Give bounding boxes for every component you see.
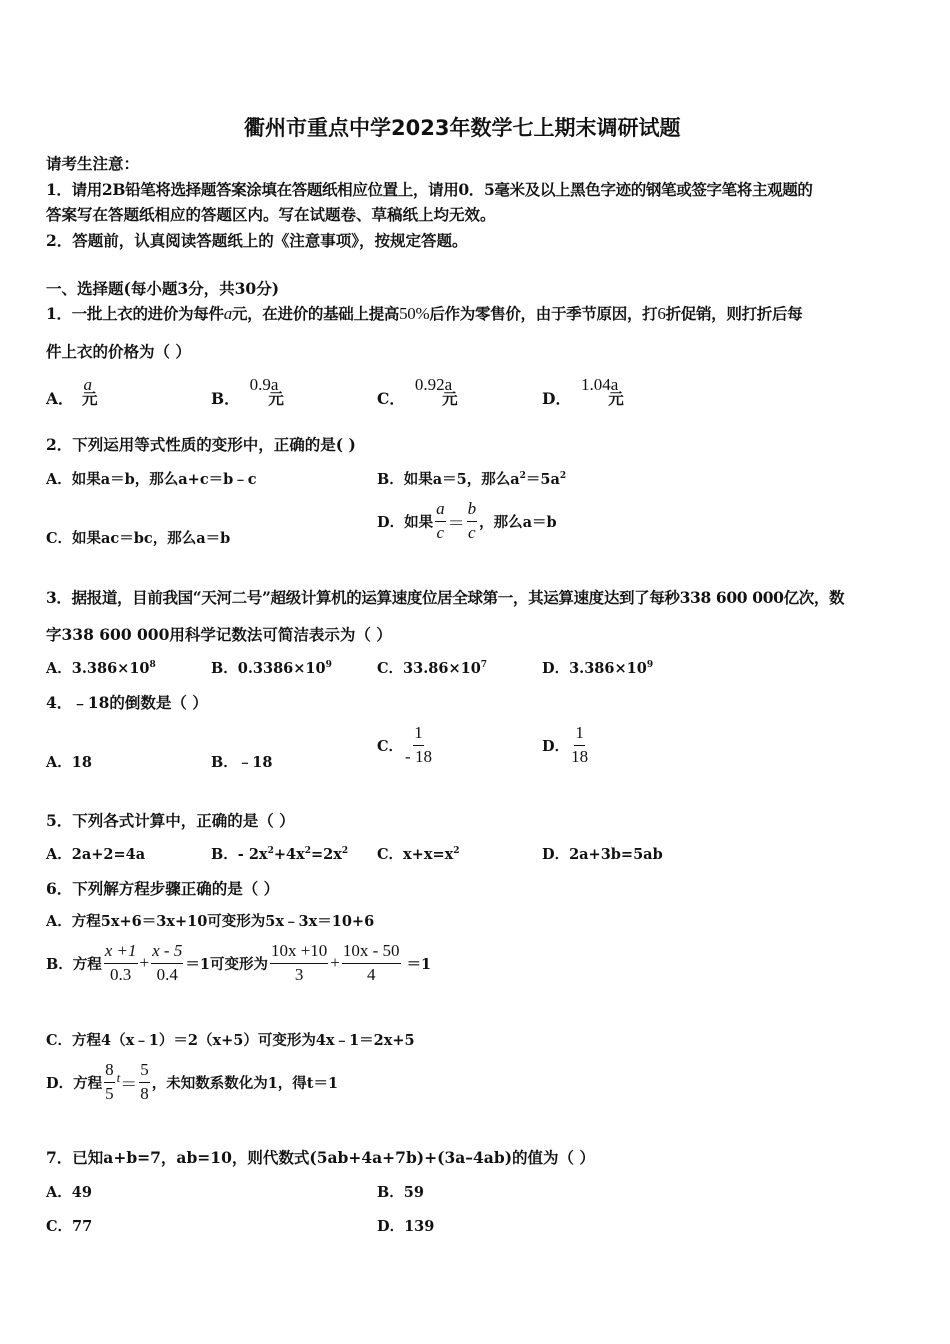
q6-b-frac1-num: x +1 — [104, 942, 138, 964]
q3-option-c[interactable] — [377, 657, 487, 678]
q6-option-d[interactable] — [46, 1061, 338, 1103]
q3-option-a[interactable] — [46, 657, 156, 678]
q6-d-equals: ＝ — [120, 1074, 138, 1094]
q3-option-a-exp: 8 — [149, 660, 156, 671]
q1-var-a: a — [223, 304, 232, 323]
q6-b-fraction-2 — [151, 942, 183, 984]
q6-b-middle-text: ＝1可变形为 — [185, 955, 268, 973]
page-title: 衢州市重点中学2023年数学七上期末调研试题 — [244, 116, 681, 140]
q3-option-b-label: B． — [211, 660, 238, 677]
q2-option-d-label: D．如果 — [377, 513, 434, 531]
q1-option-b-label: B． — [211, 389, 240, 408]
q7-option-c[interactable]: C．77 — [46, 1218, 93, 1235]
q1-option-b-expr: 0.9a — [249, 375, 279, 394]
q3-option-c-base: 33.86×10 — [403, 660, 481, 677]
q5-option-c-text: C．x+x=x — [377, 846, 454, 863]
q4-option-c[interactable] — [377, 724, 434, 766]
q1-option-d-unit: 元 — [608, 389, 624, 408]
q7-option-a[interactable]: A．49 — [46, 1184, 92, 1201]
q5-option-b-text-2: +4x — [273, 846, 305, 863]
q3-option-d-label: D． — [542, 660, 570, 677]
q5-option-c-sup: 2 — [453, 846, 460, 857]
q6-option-b[interactable] — [46, 942, 431, 984]
q1-stem-line1 — [46, 302, 802, 324]
q1-option-d-label: D． — [542, 389, 571, 408]
notice-line-1b: 答案写在答题纸相应的答题区内。写在试题卷、草稿纸上均无效。 — [46, 205, 496, 224]
q2-option-d-text: ，那么a＝b — [479, 513, 557, 531]
q1-option-a[interactable] — [46, 375, 98, 409]
q1-option-b[interactable] — [211, 375, 284, 409]
q3-option-a-base: 3.386×10 — [71, 660, 150, 677]
q1-text-1: 1．一批上衣的进价为每件 — [46, 304, 224, 323]
q5-option-b-text-3: =2x — [310, 846, 342, 863]
q2-option-c[interactable]: C．如果ac＝bc，那么a＝b — [46, 530, 231, 547]
q3-stem-line1: 3．据报道，目前我国“天河二号”超级计算机的运算速度位居全球第一，其运算速度达到了每秒338 600 000亿次，数 — [46, 588, 845, 607]
notice-line-2: 2．答题前，认真阅读答题纸上的《注意事项》，按规定答题。 — [46, 231, 468, 250]
q2-fraction-b-over-c — [467, 500, 478, 542]
q6-b-frac2-num: x - 5 — [151, 942, 183, 964]
q4-option-a[interactable]: A．18 — [46, 754, 92, 771]
q3-stem-line2: 字338 600 000用科学记数法可简洁表示为（ ） — [46, 625, 392, 644]
q6-d-frac2-num: 5 — [139, 1061, 150, 1083]
q1-option-c-unit: 元 — [442, 389, 458, 408]
q6-b-fraction-1 — [104, 942, 138, 984]
q3-option-d[interactable] — [542, 657, 653, 678]
q2-equals: ＝ — [447, 513, 465, 533]
q2-option-a[interactable]: A．如果a＝b，那么a+c＝b﹣c — [46, 471, 257, 488]
q2-option-d[interactable] — [377, 500, 557, 542]
q6-stem: 6．下列解方程步骤正确的是（ ） — [46, 879, 280, 898]
q6-b-frac4-den: 4 — [366, 964, 376, 984]
q6-option-d-label: D．方程 — [46, 1074, 103, 1092]
q4-option-c-label: C． — [377, 737, 404, 755]
q1-option-a-expr: a — [83, 375, 93, 394]
q4-option-b[interactable]: B．﹣18 — [211, 754, 273, 771]
notice-heading: 请考生注意： — [46, 154, 140, 173]
q6-option-b-label: B．方程 — [46, 955, 102, 973]
q1-option-c-label: C． — [377, 389, 405, 408]
q6-b-frac2-den: 0.4 — [156, 964, 178, 984]
q6-option-c[interactable]: C．方程4（x﹣1）＝2（x+5）可变形为4x﹣1＝2x+5 — [46, 1032, 415, 1049]
q6-b-fraction-4 — [342, 942, 401, 984]
q2-option-b-text-1: B．如果a＝5，那么a — [377, 471, 520, 488]
q6-d-fraction-1 — [104, 1061, 115, 1103]
q2-frac2-den: c — [468, 522, 476, 542]
notice-line-1a: 1．请用2B铅笔将选择题答案涂填在答题纸相应位置上，请用0．5毫米及以上黑色字迹的钢笔或签字笔将主观题的 — [46, 180, 813, 199]
q7-option-d[interactable]: D．139 — [377, 1218, 435, 1235]
q4-stem: 4．﹣18的倒数是（ ） — [46, 693, 208, 712]
q3-option-b-base: 0.3386×10 — [237, 660, 326, 677]
q1-text-2: 元，在进价的基础上提高 — [231, 304, 400, 323]
q1-text-4: 折促销，则打折后每 — [665, 304, 803, 323]
q1-option-c-expr: 0.92a — [414, 375, 453, 394]
q4-option-d-fraction — [571, 724, 588, 766]
q3-option-b-exp: 9 — [325, 660, 332, 671]
q3-option-c-label: C． — [377, 660, 404, 677]
q5-option-b-sup-1: 2 — [267, 846, 274, 857]
q7-option-b[interactable]: B．59 — [377, 1184, 424, 1201]
q2-frac2-num: b — [467, 500, 478, 522]
q2-option-b-sup-1: 2 — [519, 471, 526, 482]
q5-option-d[interactable]: D．2a+3b=5ab — [542, 846, 663, 863]
q6-b-frac3-den: 3 — [294, 964, 304, 984]
q7-stem: 7．已知a+b=7，ab=10，则代数式(5ab+4a+7b)+(3a–4ab)的值为（ ） — [46, 1148, 595, 1167]
q5-option-b-sup-2: 2 — [304, 846, 311, 857]
q6-b-frac4-num: 10x - 50 — [342, 942, 401, 964]
q6-b-frac1-den: 0.3 — [110, 964, 132, 984]
q3-option-d-base: 3.386×10 — [569, 660, 647, 677]
q6-b-plus-2: + — [330, 953, 340, 973]
q5-option-b-sup-3: 2 — [341, 846, 349, 857]
q5-option-a[interactable]: A．2a+2=4a — [46, 846, 146, 863]
q4-option-d-den: 18 — [571, 746, 589, 766]
q4-option-d-num: 1 — [574, 724, 585, 746]
q2-stem: 2．下列运用等式性质的变形中，正确的是( ) — [46, 435, 356, 454]
q6-d-frac2-den: 8 — [140, 1083, 149, 1103]
q6-option-a[interactable]: A．方程5x+6＝3x+10可变形为5x﹣3x＝10+6 — [46, 913, 375, 930]
q3-option-b[interactable] — [211, 657, 332, 678]
q1-stem-line2: 件上衣的价格为（ ） — [46, 342, 191, 361]
q2-option-b-text-2: ＝5a — [525, 471, 560, 488]
q6-d-text: ，未知数系数化为1，得t＝1 — [151, 1074, 339, 1092]
q6-b-end-text: ＝1 — [406, 955, 432, 973]
q5-stem: 5．下列各式计算中，正确的是（ ） — [46, 811, 295, 830]
q1-option-a-label: A． — [46, 389, 74, 408]
q3-option-c-exp: 7 — [480, 660, 488, 671]
q2-option-b-sup-2: 2 — [559, 471, 567, 482]
q6-b-fraction-3 — [270, 942, 328, 984]
q5-option-c[interactable] — [377, 843, 460, 864]
q2-frac1-den: c — [436, 522, 445, 542]
q6-d-frac1-den: 5 — [105, 1083, 114, 1103]
q1-option-d-expr: 1.04a — [580, 375, 619, 394]
q4-option-c-fraction — [405, 724, 432, 766]
q3-option-d-exp: 9 — [646, 660, 654, 671]
q1-option-d[interactable] — [542, 375, 624, 409]
q5-option-b[interactable] — [211, 843, 348, 864]
q2-option-b[interactable] — [377, 468, 566, 489]
q6-d-fraction-2 — [139, 1061, 150, 1103]
q6-b-frac3-num: 10x +10 — [270, 942, 328, 964]
q1-option-b-unit: 元 — [268, 389, 284, 408]
q4-option-c-den: - 18 — [405, 746, 432, 766]
q1-text-3: 后作为零售价，由于季节原因，打 — [429, 304, 658, 323]
q2-fraction-a-over-c — [435, 500, 446, 542]
q6-b-plus-1: + — [139, 953, 150, 973]
section-heading: 一、选择题(每小题3分，共30分) — [46, 279, 280, 298]
q6-d-frac1-num: 8 — [104, 1061, 115, 1083]
q5-option-b-text-1: B．- 2x — [211, 846, 268, 863]
q1-percent: 50% — [399, 304, 430, 323]
q4-option-d-label: D． — [542, 737, 570, 755]
q1-option-a-unit: 元 — [82, 389, 98, 408]
q3-option-a-label: A． — [46, 660, 72, 677]
q6-d-var-t: t — [116, 1070, 121, 1086]
q4-option-d[interactable] — [542, 724, 590, 766]
q2-frac1-num: a — [435, 500, 446, 522]
q1-option-c[interactable] — [377, 375, 458, 409]
q1-discount: 6 — [657, 304, 666, 323]
q4-option-c-num: 1 — [413, 724, 424, 746]
